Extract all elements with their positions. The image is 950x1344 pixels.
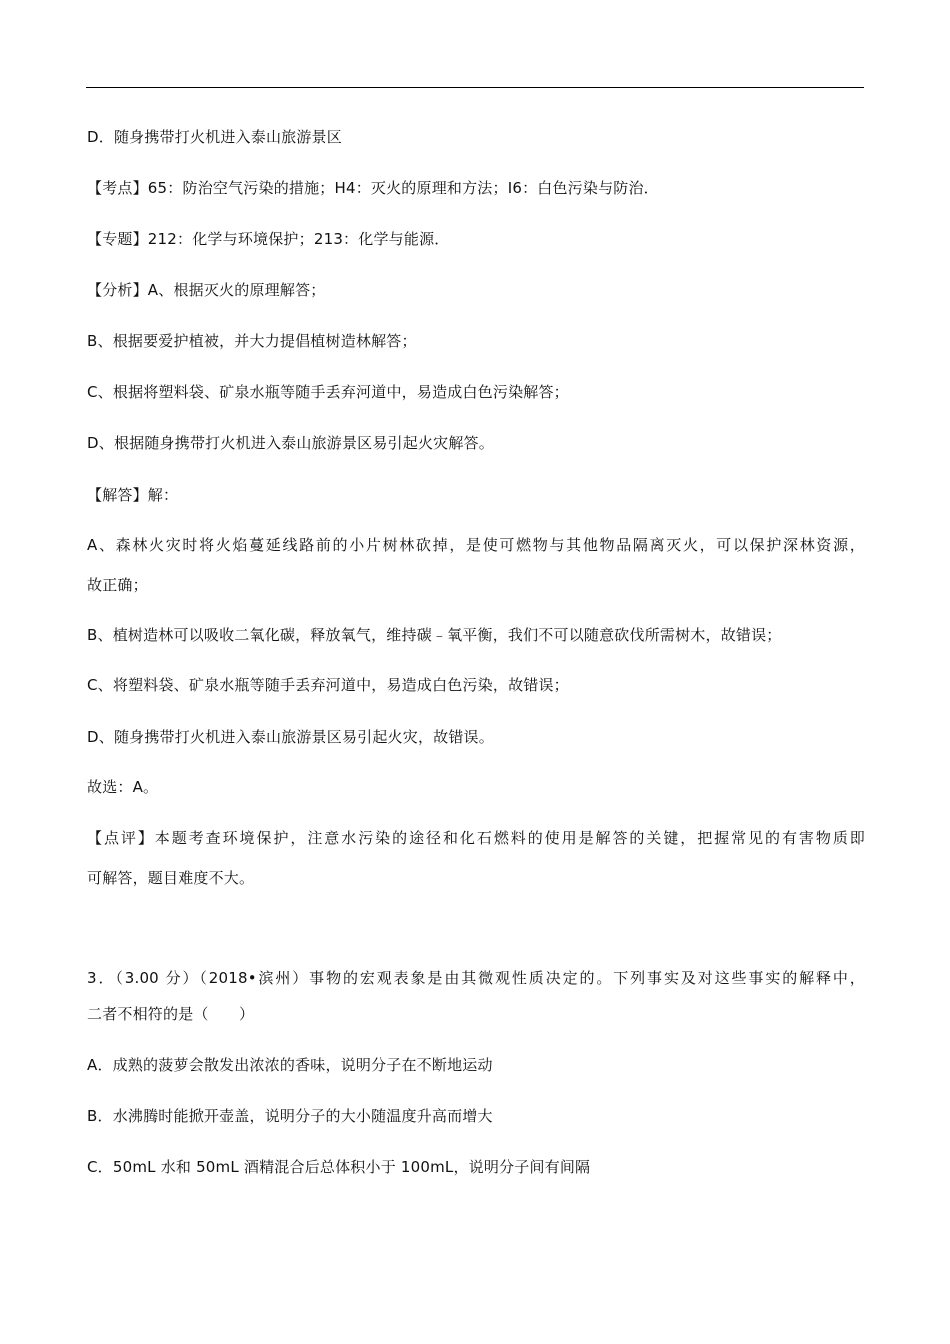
jieda-heading: 【解答】解：	[87, 486, 179, 504]
dianping-line: 【点评】本题考查环境保护，注意水污染的途径和化石燃料的使用是解答的关键，把握常见的有害物质即	[87, 829, 865, 847]
fenxi-b-line: B、根据要爱护植被，并大力提倡植树造林解答；	[87, 332, 417, 350]
jieda-a-cont: 故正确；	[87, 576, 148, 594]
jieda-c-line: C、将塑料袋、矿泉水瓶等随手丢弃河道中，易造成白色污染，故错误；	[87, 676, 569, 694]
question-3-option-c: C．50mL 水和 50mL 酒精混合后总体积小于 100mL，说明分子间有间隔	[87, 1158, 591, 1176]
dianping-cont: 可解答，题目难度不大。	[87, 869, 255, 887]
question-3-option-a: A．成熟的菠萝会散发出浓浓的香味，说明分子在不断地运动	[87, 1056, 493, 1074]
fenxi-d-line: D、根据随身携带打火机进入泰山旅游景区易引起火灾解答。	[87, 434, 494, 452]
header-rule	[86, 87, 864, 88]
question-3-stem: 3．（3.00 分）（2018•滨州）事物的宏观表象是由其微观性质决定的。下列事实及对这些事实的解释中，	[87, 969, 865, 987]
answer-line: 故选：A。	[87, 778, 159, 796]
jieda-d-line: D、随身携带打火机进入泰山旅游景区易引起火灾，故错误。	[87, 728, 494, 746]
question-3-stem-cont: 二者不相符的是（ ）	[87, 1005, 255, 1023]
fenxi-line: 【分析】A、根据灭火的原理解答；	[87, 281, 326, 299]
kaodian-line: 【考点】65：防治空气污染的措施；H4：灭火的原理和方法；I6：白色污染与防治．	[87, 179, 659, 197]
jieda-b-line: B、植树造林可以吸收二氧化碳，释放氧气，维持碳﹣氧平衡，我们不可以随意砍伐所需树木，故错误；	[87, 626, 782, 644]
option-d-previous: D．随身携带打火机进入泰山旅游景区	[87, 128, 342, 146]
question-3-option-b: B．水沸腾时能掀开壶盖，说明分子的大小随温度升高而增大	[87, 1107, 493, 1125]
fenxi-c-line: C、根据将塑料袋、矿泉水瓶等随手丢弃河道中，易造成白色污染解答；	[87, 383, 569, 401]
zhuanti-line: 【专题】212：化学与环境保护；213：化学与能源．	[87, 230, 450, 248]
jieda-a-line: A、森林火灾时将火焰蔓延线路前的小片树林砍掉，是使可燃物与其他物品隔离灭火，可以保护深林资源，	[87, 536, 865, 554]
